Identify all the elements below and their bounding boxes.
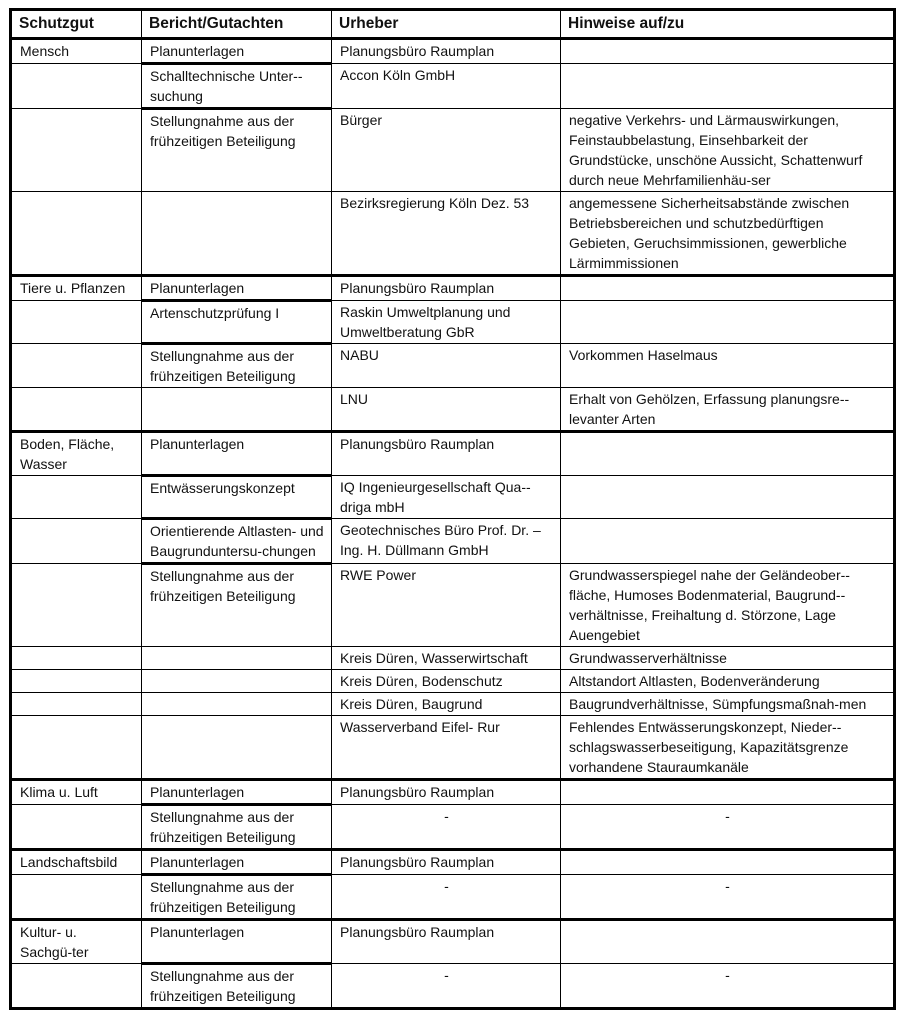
cell-bericht: Stellungnahme aus der frühzeitigen Beteiligung <box>142 109 332 192</box>
cell-bericht: Entwässerungskonzept <box>142 476 332 519</box>
cell-urheber: - <box>332 875 561 920</box>
table-row <box>11 64 895 109</box>
cell-bericht: Planunterlagen <box>142 850 332 875</box>
cell-schutzgut: Landschaftsbild <box>11 850 142 875</box>
cell-schutzgut <box>11 564 142 647</box>
cell-hinweise: angemessene Sicherheitsabstände zwischen Betriebsbereichen und schutzbedürftigen Gebieten, Geruchsimmissionen, gewerbliche Lärmimmissionen <box>561 192 895 276</box>
cell-bericht <box>142 670 332 693</box>
cell-hinweise <box>561 39 895 64</box>
cell-hinweise <box>561 780 895 805</box>
cell-bericht: Orientierende Altlasten- und Baugrunduntersu-chungen <box>142 519 332 564</box>
header-schutzgut: Schutzgut <box>11 10 142 39</box>
cell-urheber: - <box>332 964 561 1009</box>
table-row <box>11 920 895 964</box>
table-row <box>11 476 895 519</box>
cell-urheber: Kreis Düren, Bodenschutz <box>332 670 561 693</box>
cell-hinweise: Baugrundverhältnisse, Sümpfungsmaßnah-men <box>561 693 895 716</box>
table-row <box>11 192 895 276</box>
cell-bericht: Stellungnahme aus der frühzeitigen Beteiligung <box>142 964 332 1009</box>
cell-bericht: Stellungnahme aus der frühzeitigen Beteiligung <box>142 805 332 850</box>
document-page <box>9 8 893 1010</box>
cell-hinweise <box>561 850 895 875</box>
cell-urheber: Raskin Umweltplanung und Umweltberatung GbR <box>332 301 561 344</box>
cell-bericht: Planunterlagen <box>142 39 332 64</box>
cell-urheber: Planungsbüro Raumplan <box>332 432 561 476</box>
cell-bericht <box>142 388 332 432</box>
cell-schutzgut: Mensch <box>11 39 142 64</box>
table-row <box>11 109 895 192</box>
cell-schutzgut <box>11 670 142 693</box>
cell-schutzgut: Boden, Fläche, Wasser <box>11 432 142 476</box>
cell-hinweise <box>561 476 895 519</box>
cell-hinweise <box>561 64 895 109</box>
table-row <box>11 875 895 920</box>
cell-urheber: Bürger <box>332 109 561 192</box>
cell-hinweise: - <box>561 875 895 920</box>
header-urheber: Urheber <box>332 10 561 39</box>
cell-schutzgut <box>11 388 142 432</box>
table-row <box>11 780 895 805</box>
table-row <box>11 519 895 564</box>
table-row <box>11 388 895 432</box>
cell-hinweise <box>561 920 895 964</box>
cell-urheber: Planungsbüro Raumplan <box>332 39 561 64</box>
table-row <box>11 647 895 670</box>
cell-urheber: Planungsbüro Raumplan <box>332 920 561 964</box>
cell-schutzgut <box>11 109 142 192</box>
table-row <box>11 301 895 344</box>
cell-urheber: Kreis Düren, Baugrund <box>332 693 561 716</box>
cell-hinweise: Grundwasserspiegel nahe der Geländeober-fläche, Humoses Bodenmaterial, Baugrund-verhältnisse, Freihaltung d. Störzone, Lage Auengebiet <box>561 564 895 647</box>
cell-urheber: Planungsbüro Raumplan <box>332 780 561 805</box>
cell-bericht: Stellungnahme aus der frühzeitigen Beteiligung <box>142 564 332 647</box>
table-row <box>11 964 895 1009</box>
cell-bericht: Planunterlagen <box>142 432 332 476</box>
table-row <box>11 670 895 693</box>
cell-schutzgut <box>11 693 142 716</box>
cell-hinweise <box>561 301 895 344</box>
cell-bericht: Stellungnahme aus der frühzeitigen Beteiligung <box>142 344 332 388</box>
cell-urheber: RWE Power <box>332 564 561 647</box>
cell-schutzgut: Tiere u. Pflanzen <box>11 276 142 301</box>
cell-hinweise: Grundwasserverhältnisse <box>561 647 895 670</box>
cell-schutzgut <box>11 805 142 850</box>
cell-schutzgut <box>11 192 142 276</box>
cell-urheber: NABU <box>332 344 561 388</box>
cell-urheber: Planungsbüro Raumplan <box>332 850 561 875</box>
cell-urheber: Accon Köln GmbH <box>332 64 561 109</box>
cell-urheber: Wasserverband Eifel- Rur <box>332 716 561 780</box>
cell-schutzgut <box>11 964 142 1009</box>
cell-schutzgut <box>11 647 142 670</box>
table-row <box>11 344 895 388</box>
cell-urheber: IQ Ingenieurgesellschaft Qua-driga mbH <box>332 476 561 519</box>
cell-schutzgut <box>11 344 142 388</box>
cell-hinweise: - <box>561 805 895 850</box>
header-hinweise: Hinweise auf/zu <box>561 10 895 39</box>
schutzgut-table <box>9 8 896 1010</box>
table-row <box>11 276 895 301</box>
header-bericht: Bericht/Gutachten <box>142 10 332 39</box>
cell-urheber: Planungsbüro Raumplan <box>332 276 561 301</box>
cell-urheber: - <box>332 805 561 850</box>
cell-bericht: Artenschutzprüfung I <box>142 301 332 344</box>
cell-bericht: Planunterlagen <box>142 920 332 964</box>
cell-hinweise: Vorkommen Haselmaus <box>561 344 895 388</box>
cell-schutzgut <box>11 64 142 109</box>
cell-schutzgut <box>11 519 142 564</box>
cell-bericht: Planunterlagen <box>142 780 332 805</box>
table-row <box>11 564 895 647</box>
cell-bericht: Stellungnahme aus der frühzeitigen Beteiligung <box>142 875 332 920</box>
cell-schutzgut: Kultur- u. Sachgü-ter <box>11 920 142 964</box>
cell-bericht <box>142 716 332 780</box>
table-row <box>11 716 895 780</box>
table-row <box>11 805 895 850</box>
cell-bericht: Planunterlagen <box>142 276 332 301</box>
cell-urheber: Bezirksregierung Köln Dez. 53 <box>332 192 561 276</box>
cell-bericht <box>142 192 332 276</box>
cell-hinweise <box>561 519 895 564</box>
cell-bericht <box>142 647 332 670</box>
table-row <box>11 39 895 64</box>
table-row <box>11 850 895 875</box>
cell-schutzgut <box>11 875 142 920</box>
cell-hinweise: - <box>561 964 895 1009</box>
cell-schutzgut <box>11 476 142 519</box>
table-row <box>11 693 895 716</box>
table-row <box>11 432 895 476</box>
header-row <box>11 10 895 39</box>
cell-urheber: LNU <box>332 388 561 432</box>
cell-hinweise <box>561 276 895 301</box>
cell-schutzgut: Klima u. Luft <box>11 780 142 805</box>
cell-bericht <box>142 693 332 716</box>
table-body <box>11 39 895 1009</box>
cell-hinweise: Altstandort Altlasten, Bodenveränderung <box>561 670 895 693</box>
cell-bericht: Schalltechnische Unter-suchung <box>142 64 332 109</box>
cell-hinweise: Fehlendes Entwässerungskonzept, Nieder-schlagswasserbeseitigung, Kapazitätsgrenze vorhandene Stauraumkanäle <box>561 716 895 780</box>
cell-urheber: Kreis Düren, Wasserwirtschaft <box>332 647 561 670</box>
cell-urheber: Geotechnisches Büro Prof. Dr. – Ing. H. Düllmann GmbH <box>332 519 561 564</box>
cell-hinweise: Erhalt von Gehölzen, Erfassung planungsre-levanter Arten <box>561 388 895 432</box>
cell-schutzgut <box>11 716 142 780</box>
cell-hinweise: negative Verkehrs- und Lärmauswirkungen, Feinstaubbelastung, Einsehbarkeit der Grundstücke, unschöne Aussicht, Schattenwurf durch neue Mehrfamilienhäu-ser <box>561 109 895 192</box>
cell-schutzgut <box>11 301 142 344</box>
cell-hinweise <box>561 432 895 476</box>
